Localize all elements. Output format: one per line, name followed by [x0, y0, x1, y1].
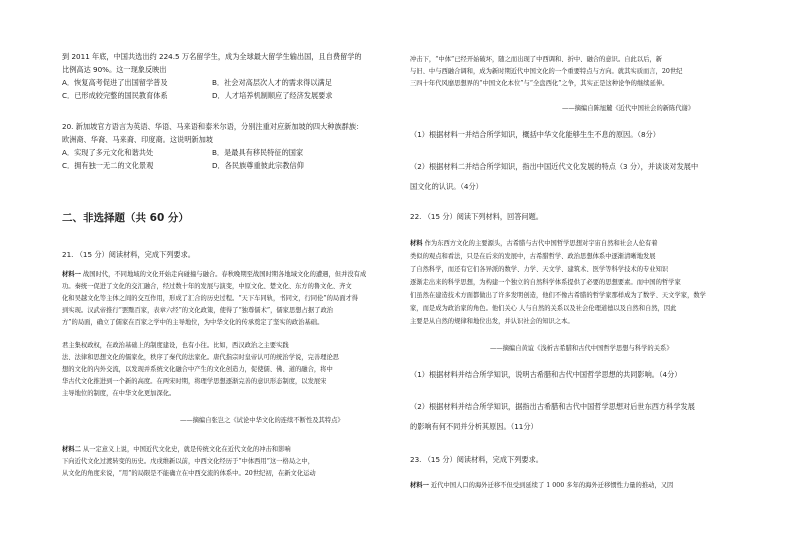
material-1-label: 材料一	[62, 271, 81, 278]
q23-material-1-label: 材料一	[410, 482, 429, 489]
q20-option-c: C．拥有独一无二的文化景观	[62, 161, 154, 170]
material-1-line-1: 材料一 战国时代，不同地域的文化开始走向碰撞与融合。春秋晚期至战国时期各地域文化的遭遇，但并没有成	[62, 271, 367, 278]
material-1-line-2: 功。秦统一促进了文化的交汇融合，经过数十年的发展与演变，中原文化、楚文化、东方的鲁文化、齐文	[62, 283, 352, 290]
q22-material-line-6: 家，而是成为政治家的角色。他们关心 人与自然的关系以及社会伦理道德以及自然和自然，因此	[410, 305, 677, 312]
material-2-cont-line-2: 与旧、中与西融合调和，成为新时期近代中国文化的一个重要特点与方向。就其实质而言，20世纪	[410, 68, 683, 75]
q20-option-d: D．各民族尊重彼此宗教信仰	[212, 161, 304, 170]
q19-continuation-line-2: 比例高达 90%。这一现象反映出	[62, 65, 167, 74]
q19-option-a: A．恢复高考促进了出国留学普及	[62, 78, 168, 87]
q22-material-line-3: 了自然科学，而还有它们各异派的数学、力学、天文学、建筑术、医学等科学技术的专业知识	[410, 266, 669, 273]
material-2-source: ——摘编自陈旭麓《近代中国社会的新陈代谢》	[562, 105, 695, 112]
material-2-label: 材料二	[62, 446, 81, 453]
material-1-para2-line-5: 主导地位的制度，在中华文化更加深化。	[62, 390, 176, 397]
q19-option-c: C．已形成较完整的国民教育体系	[62, 91, 168, 100]
material-1-para2-line-1: 君主集权政权，在政治基础上的制度建设，也有小往。比如，西汉政治之主要实践	[62, 342, 289, 349]
material-2-line-3: 从文化的角度来说，“用”的局限是不能确立在中西交流的体系中。20世纪初，在新文化运动	[62, 470, 316, 477]
q19-option-b: B．社会对高层次人才的需求得以满足	[212, 78, 332, 87]
q22-material-source: ——摘编自黄谊《浅析古希腊和古代中国哲学思想与科学的关系》	[490, 345, 673, 352]
q22-material-line-1: 材料 作为东西方文化的主要源头，古希腊与古代中国哲学思想对宇宙自然和社会人伦有着	[410, 240, 658, 247]
q23-material-1-line-1: 材料一 近代中国人口的海外迁移不但受到延续了 1 000 多年的海外迁移惯性力量的推动，又因	[410, 482, 674, 489]
q22-part-1: （1）根据材料并结合所学知识，说明古希腊和古代中国哲学思想的共同影响。（4分）	[410, 370, 682, 379]
material-1-para2-line-4: 华古代文化推进到一个新的高度。在两宋时期，将理学思想逐渐完善的意识形态制度，以发展宋	[62, 378, 327, 385]
material-1-line-4: 到实现。汉武帝推行“罢黜百家，表章六经”的文化政策，使得了“独尊儒术”，儒家思想占据了政治	[62, 307, 334, 314]
q20-option-a: A．实现了多元文化和谐共处	[62, 148, 154, 157]
material-2-line-1: 材料二 从一定意义上说，中国近代文化史，就是传统文化在近代文化的冲击和影响	[62, 446, 291, 453]
material-1-para2-line-2: 法、法律和思想文化的儒家化，秩序了秦代的法家化。唐代指宗时皇帝认可的统治学说，完善理论思	[62, 354, 340, 361]
q22-material-line-7: 主要是从自然的规律和地位出发，并认识社会的知识之本。	[410, 318, 574, 325]
q22-material-line-4: 逐渐走出来的科学思想，为构建一个独立的自然科学体系提供了必要的思想要素。而中国的哲学家	[410, 279, 681, 286]
q21-part-2-line-1: （2）根据材料二并结合所学知识，指出中国近代文化发展的特点（3 分），并谈谈对发展中	[410, 162, 699, 171]
material-1-line-5: 方”的局面，确立了儒家在百家之学中的主导地位，为中华文化的传承奠定了坚实的政治基础。	[62, 319, 324, 326]
material-2-cont-line-3: 三四十年代风靡思想界的“中国文化本位”与“全盘西化”之争，其实正是这种论争的继续延伸。	[410, 80, 669, 87]
q19-continuation-line-1: 到 2011 年底，中国共选出约 224.5 万名留学生，成为全球最大留学生输出国，且自费留学的	[62, 52, 362, 61]
q22-material-line-5: 们虽然在建造技术方面都做出了许多发明创造，他们不像古希腊的哲学家那样成为了数学、天文学家，数学	[410, 292, 706, 299]
q20-option-b: B．是最具有移民特征的国家	[212, 148, 304, 157]
material-1-para2-line-3: 想的文化的内外交流，以发现并系统文化融合中产生的文化创造力，促使儒、佛、道的融合，将中	[62, 366, 333, 373]
q22-part-2-line-1: （2）根据材料并结合所学知识，据指出古希腊和古代中国哲学思想对后世东西方科学发展	[410, 402, 695, 411]
q20-stem-line-1: 20. 新加坡官方语言为英语、华语、马来语和泰米尔语，分别注重对应新加坡的四大种族群族：	[62, 122, 364, 131]
material-1-source: ——摘编自张岂之《试论中华文化的连续不断性及其特点》	[180, 417, 344, 424]
q21-part-1: （1）根据材料一并结合所学知识，概括中华文化能够生生不息的原因。（8分）	[410, 130, 660, 139]
q22-material-line-2: 类似的观点和看法，只是在后来的发展中，古希腊哲学、政治思想体系中逐渐清晰地发展	[410, 253, 656, 260]
q21-stem: 21. （15 分）阅读材料，完成下列要求。	[62, 250, 195, 259]
q21-part-2-line-2: 国文化的认识。（4分）	[410, 182, 483, 191]
q23-stem: 23. （15 分）阅读材料，完成下列要求。	[410, 455, 543, 464]
q22-part-2-line-2: 的影响有何不同并分析其原因。（11分）	[410, 422, 538, 431]
q20-stem-line-2: 欧洲裔、华裔、马来裔、印度裔。这说明新加坡	[62, 135, 213, 144]
q22-material-label: 材料	[410, 240, 423, 247]
q22-stem: 22. （15 分）阅读下列材料，回答问题。	[410, 212, 543, 221]
material-2-line-2: 下向近代文化过渡转变的历史。戊戌维新以前，中西文化经历于“中体西用”这一格局之中，	[62, 458, 315, 465]
q19-option-d: D．人才培养机制顺应了经济发展要求	[212, 91, 333, 100]
material-1-line-3: 化和吴越文化等主体之间的交互作用，形成了汇合的历史过程。“天下车同轨，书同文，行同伦”的局面才得	[62, 295, 359, 302]
material-2-cont-line-1: 冲击下，“中体”已经开始破坏，随之而出现了中西调和、折中、融合的意识。自此以后，新	[410, 56, 663, 63]
section-title: 二、非选择题（共 60 分）	[62, 212, 189, 224]
